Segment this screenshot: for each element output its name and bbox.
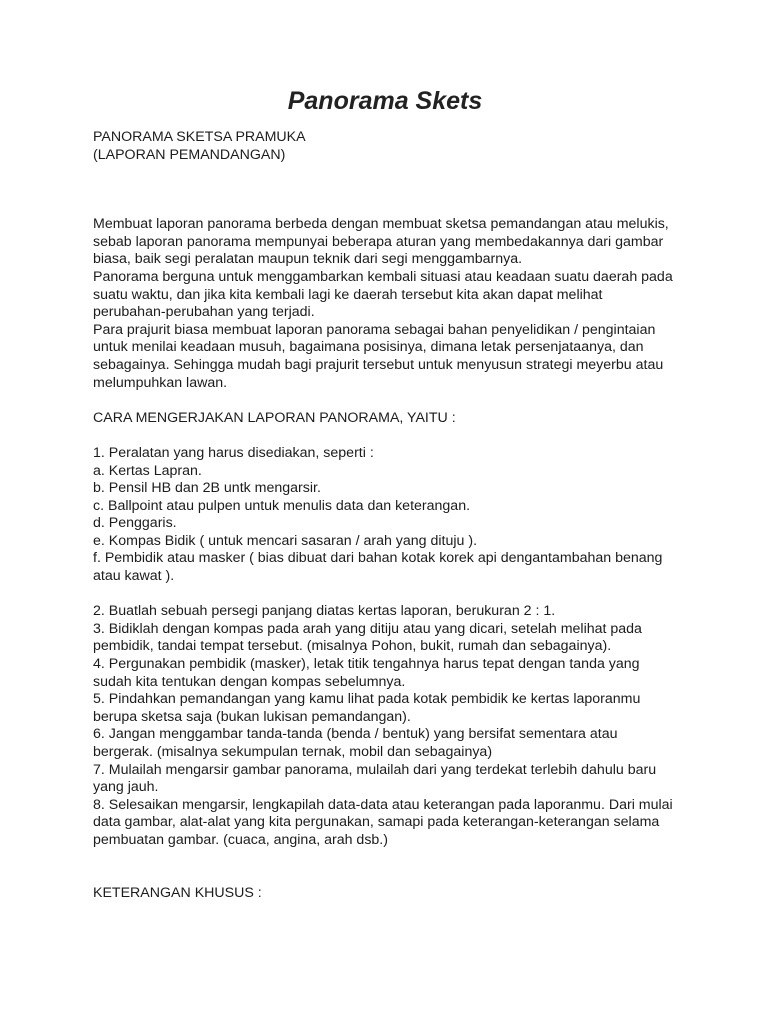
list-item: b. Pensil HB dan 2B untk mengarsir.	[93, 480, 321, 497]
list-item: c. Ballpoint atau pulpen untuk menulis data dan keterangan.	[93, 497, 471, 514]
list-item: d. Penggaris.	[93, 515, 177, 532]
intro-line: melumpuhkan lawan.	[93, 374, 228, 391]
intro-paragraphs	[93, 216, 693, 392]
spacer	[93, 586, 693, 604]
intro-line: biasa, baik segi peralatan maupun teknik dari segi menggambarnya.	[93, 251, 523, 268]
spacer	[93, 164, 693, 216]
intro-line: perubahan-perubahan yang terjadi.	[93, 304, 315, 321]
intro-line: suatu waktu, dan jika kita kembali lagi ke daerah tersebut kita akan dapat melihat	[93, 286, 603, 303]
list-item: 5. Pindahkan pemandangan yang kamu lihat pada kotak pembidik ke kertas laporanmu	[93, 691, 641, 708]
list-item: a. Kertas Lapran.	[93, 462, 202, 479]
footer-heading: KETERANGAN KHUSUS :	[93, 884, 262, 901]
steps-list	[93, 603, 693, 849]
list-item: yang jauh.	[93, 779, 159, 796]
list-item: berupa sketsa saja (bukan lukisan pemandangan).	[93, 708, 411, 725]
list-item: 6. Jangan menggambar tanda-tanda (benda / bentuk) yang bersifat sementara atau	[93, 726, 618, 743]
list-item: e. Kompas Bidik ( untuk mencari sasaran / arah yang dituju ).	[93, 532, 478, 549]
intro-line: sebagainya. Sehingga mudah bagi prajurit tersebut untuk menyusun strategi meyerbu atau	[93, 356, 664, 373]
document-body	[93, 129, 693, 902]
intro-line: Membuat laporan panorama berbeda dengan membuat sketsa pemandangan atau melukis,	[93, 216, 669, 233]
list-item: atau kawat ).	[93, 568, 175, 585]
spacer	[93, 427, 693, 445]
list-item: 2. Buatlah sebuah persegi panjang diatas kertas laporan, berukuran 2 : 1.	[93, 603, 556, 620]
list-item: 3. Bidiklah dengan kompas pada arah yang ditiju atau yang dicari, setelah melihat pada	[93, 620, 642, 637]
equipment-list	[93, 445, 693, 586]
list-item: pembuatan gambar. (cuaca, angina, arah dsb.)	[93, 831, 388, 848]
intro-line: Para prajurit biasa membuat laporan panorama sebagai bahan penyelidikan / pengintaian	[93, 321, 656, 338]
list-item: 4. Pergunakan pembidik (masker), letak titik tengahnya harus tepat dengan tanda yang	[93, 656, 640, 673]
list-item: data gambar, alat-alat yang kita pergunakan, samapi pada keterangan-keterangan selama	[93, 814, 660, 831]
section-heading: CARA MENGERJAKAN LAPORAN PANORAMA, YAITU :	[93, 409, 456, 426]
spacer	[93, 850, 693, 885]
list-item: bergerak. (misalnya sekumpulan ternak, mobil dan sebagainya)	[93, 744, 493, 760]
list-item: pembidik, tandai tempat tersebut. (misalnya Pohon, bukit, rumah dan sebagainya).	[93, 638, 612, 655]
intro-line: sebab laporan panorama mempunyai beberapa aturan yang membedakannya dari gambar	[93, 233, 664, 250]
intro-line: Panorama berguna untuk menggambarkan kembali situasi atau keadaan suatu daerah pada	[93, 268, 673, 285]
list-item: 1. Peralatan yang harus disediakan, seperti :	[93, 444, 374, 461]
list-item: 7. Mulailah mengarsir gambar panorama, mulailah dari yang terdekat terlebih dahulu baru	[93, 761, 657, 778]
heading-line-2: (LAPORAN PEMANDANGAN)	[93, 146, 286, 163]
heading-line-1: PANORAMA SKETSA PRAMUKA	[93, 129, 306, 145]
document-title: Panorama Skets	[287, 87, 483, 115]
list-item: f. Pembidik atau masker ( bias dibuat dari bahan kotak korek api dengantambahan benang	[93, 550, 663, 567]
list-item: 8. Selesaikan mengarsir, lengkapilah data-data atau keterangan pada laporanmu. Dari mulai	[93, 796, 673, 813]
intro-line: untuk menilai keadaan musuh, bagaimana posisinya, dimana letak persenjataanya, dan	[93, 339, 644, 356]
list-item: sudah kita tentukan dengan kompas sebelumnya.	[93, 673, 406, 690]
spacer	[93, 392, 693, 410]
